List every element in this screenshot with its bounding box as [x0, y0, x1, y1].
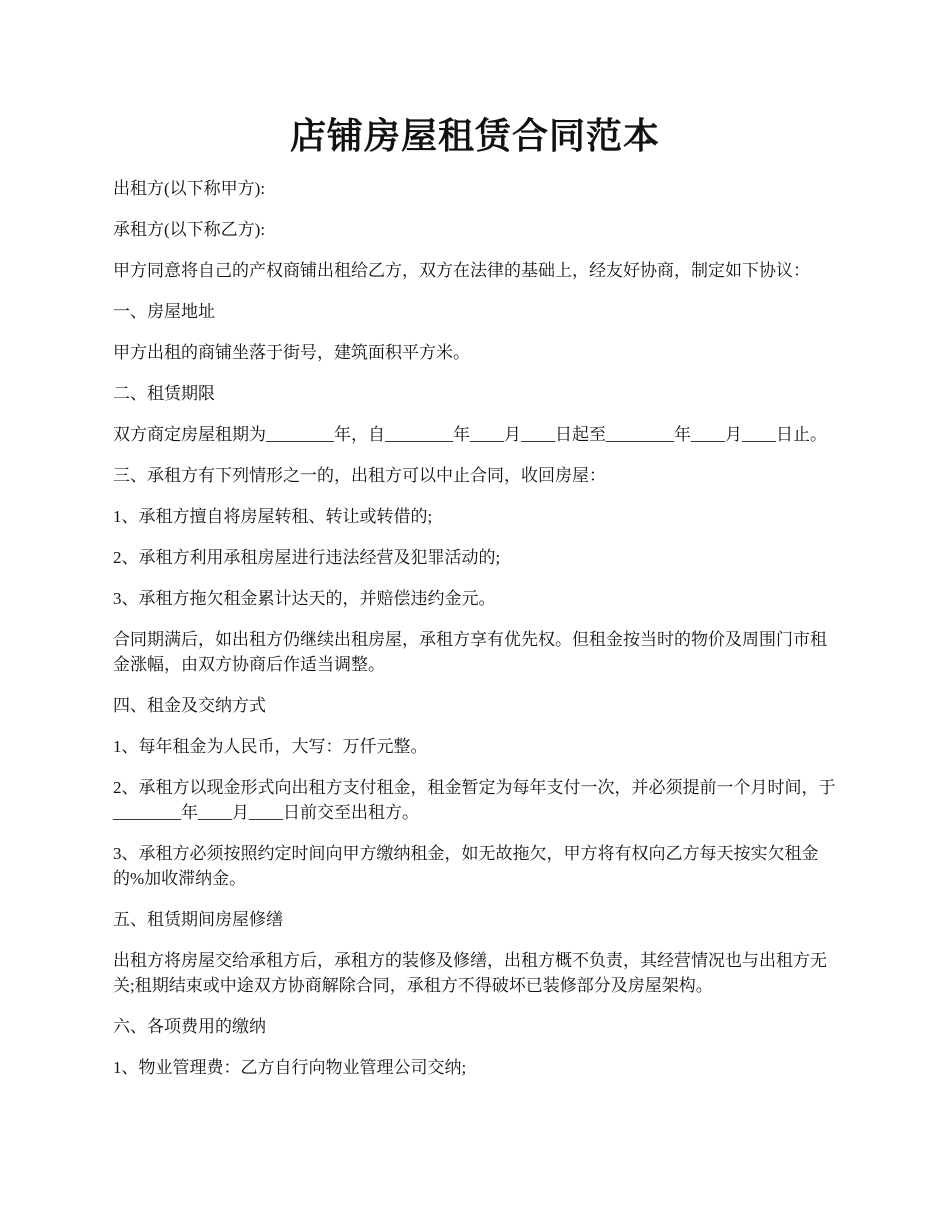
rent-item: 1、每年租金为人民币，大写：万仟元整。: [113, 737, 428, 756]
section-heading-rent: 四、租金及交纳方式: [113, 696, 266, 715]
repairs-paragraph: 出租方将房屋交给承租方后，承租方的装修及修缮，出租方概不负责，其经营情况也与出租方无关;租期结束或中途双方协商解除合同，承租方不得破坏已装修部分及房屋架构。: [113, 951, 827, 995]
section-heading-address: 一、房屋地址: [113, 302, 215, 321]
section-heading-fees: 六、各项费用的缴纳: [113, 1017, 266, 1036]
section-heading-repairs: 五、租赁期间房屋修缮: [113, 910, 283, 929]
renewal-paragraph: 合同期满后，如出租方仍继续出租房屋，承租方享有优先权。但租金按当时的物价及周围门市租金涨幅，由双方协商后作适当调整。: [113, 630, 827, 674]
document-body: [113, 176, 843, 1096]
fees-item: 1、物业管理费：乙方自行向物业管理公司交纳;: [113, 1058, 467, 1077]
intro-paragraph: 甲方同意将自己的产权商铺出租给乙方，双方在法律的基础上，经友好协商，制定如下协议：: [113, 261, 810, 280]
rent-item: 3、承租方必须按照约定时间向甲方缴纳租金，如无故拖欠，甲方将有权向乙方每天按实欠租金的%加收滞纳金。: [113, 844, 819, 888]
termination-item: 1、承租方擅自将房屋转租、转让或转借的;: [113, 507, 433, 526]
document-title: 店铺房屋租赁合同范本: [289, 116, 660, 156]
section-heading-termination: 三、承租方有下列情形之一的，出租方可以中止合同，收回房屋：: [113, 466, 606, 485]
section-heading-term: 二、租赁期限: [113, 384, 215, 403]
party-b-line: 承租方(以下称乙方):: [113, 220, 266, 239]
rent-item: 2、承租方以现金形式向出租方支付租金，租金暂定为每年支付一次，并必须提前一个月时间，于________年____月____日前交至出租方。: [113, 778, 836, 822]
address-paragraph: 甲方出租的商铺坐落于街号，建筑面积平方米。: [113, 343, 470, 362]
party-a-line: 出租方(以下称甲方):: [113, 179, 266, 198]
term-paragraph: 双方商定房屋租期为________年，自________年____月____日起至________年____月____日止。: [113, 425, 827, 444]
termination-item: 3、承租方拖欠租金累计达天的，并赔偿违约金元。: [113, 589, 496, 608]
termination-item: 2、承租方利用承租房屋进行违法经营及犯罪活动的;: [113, 548, 501, 567]
